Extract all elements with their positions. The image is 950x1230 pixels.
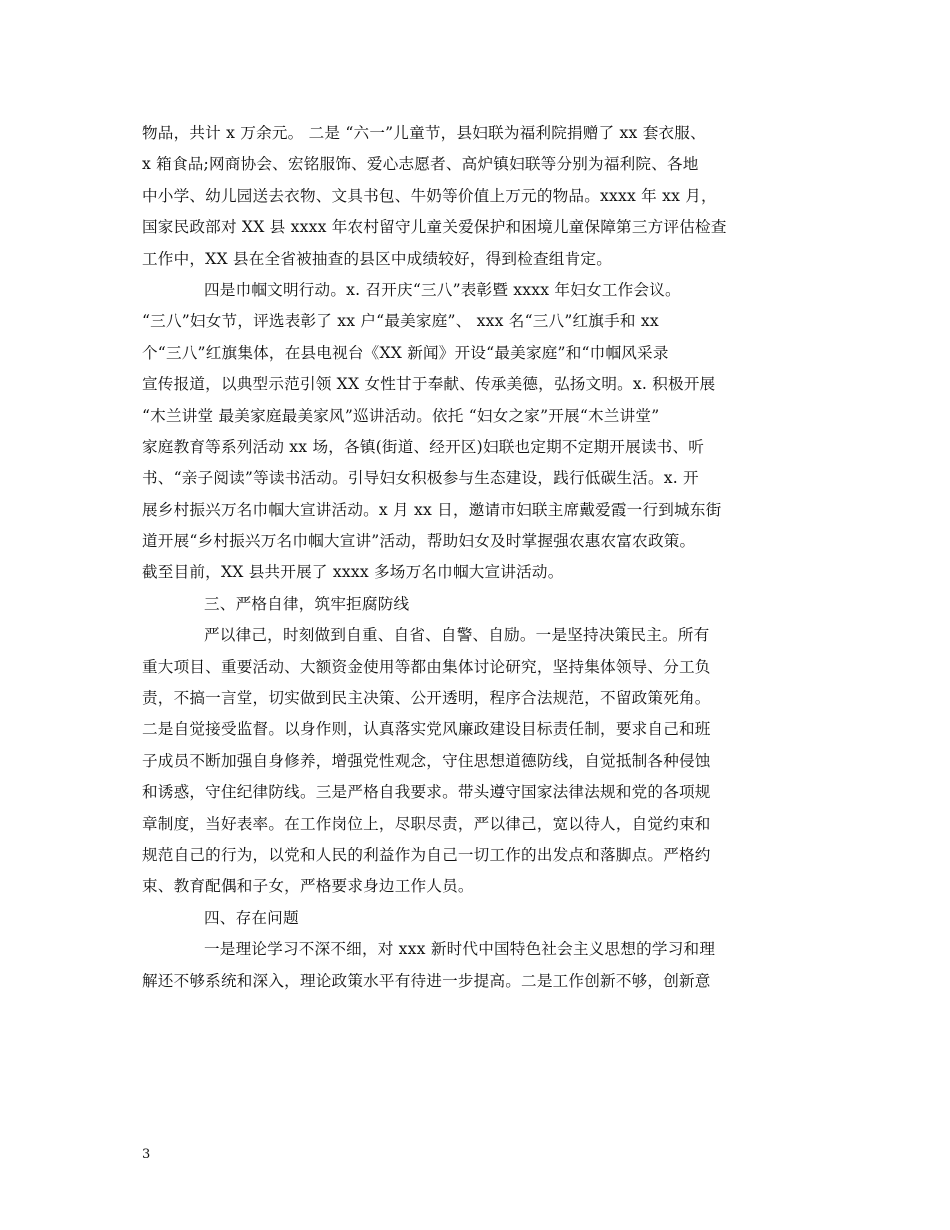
text-line: 严以律己，时刻做到自重、自省、自警、自励。一是坚持决策民主。所有 xyxy=(204,626,710,645)
text-line: 家庭教育等系列活动 xx 场，各镇(街道、经开区)妇联也定期不定期开展读书、听 xyxy=(142,437,705,456)
text-line: 道开展“乡村振兴万名巾帼大宣讲”活动，帮助妇女及时掌握强农惠农富农政策。 xyxy=(142,532,696,551)
text-line: 书、“亲子阅读”等读书活动。引导妇女积极参与生态建设，践行低碳生活。x. 开 xyxy=(142,469,699,488)
page-number: 3 xyxy=(142,1147,151,1162)
text-line: 责，不搞一言堂，切实做到民主决策、公开透明，程序合法规范，不留政策死角。 xyxy=(142,689,711,708)
text-line: 重大项目、重要活动、大额资金使用等都由集体讨论研究，坚持集体领导、分工负 xyxy=(142,657,711,676)
text-line: x 箱食品;网商协会、宏铭服饰、爱心志愿者、高炉镇妇联等分别为福利院、各地 xyxy=(142,155,699,174)
text-line: 中小学、幼儿园送去衣物、文具书包、牛奶等价值上万元的物品。xxxx 年 xx 月， xyxy=(142,186,717,205)
text-line: 截至目前，XX 县共开展了 xxxx 多场万名巾帼大宣讲活动。 xyxy=(142,563,564,582)
text-line: 子成员不断加强自身修养，增强党性观念，守住思想道德防线，自觉抵制各种侵蚀 xyxy=(142,751,711,770)
text-line: 章制度，当好表率。在工作岗位上，尽职尽责，严以律己，宽以待人，自觉约束和 xyxy=(142,814,711,833)
text-line: 束、教育配偶和子女，严格要求身边工作人员。 xyxy=(142,877,474,896)
text-line: 三、严格自律，筑牢拒腐防线 xyxy=(204,594,410,613)
text-line: “三八”妇女节，评选表彰了 xx 户“最美家庭”、 xxx 名“三八”红旗手和 xx xyxy=(142,312,659,331)
text-line: 规范自己的行为，以党和人民的利益作为自己一切工作的出发点和落脚点。严格约 xyxy=(142,845,711,864)
text-line: 一是理论学习不深不细，对 xxx 新时代中国特色社会主义思想的学习和理 xyxy=(204,940,716,959)
document-body xyxy=(142,118,822,997)
text-line: 展乡村振兴万名巾帼大宣讲活动。x 月 xx 日，邀请市妇联主席戴爱霞一行到城东街 xyxy=(142,500,722,519)
text-line: 二是自觉接受监督。以身作则，认真落实党风廉政建设目标责任制，要求自己和班 xyxy=(142,720,711,739)
text-line: 和诱惑，守住纪律防线。三是严格自我要求。带头遵守国家法律法规和党的各项规 xyxy=(142,783,711,802)
text-line: 四、存在问题 xyxy=(204,908,299,927)
text-line: 四是巾帼文明行动。x. 召开庆“三八”表彰暨 xxxx 年妇女工作会议。 xyxy=(204,280,681,299)
text-line: 国家民政部对 XX 县 xxxx 年农村留守儿童关爱保护和困境儿童保障第三方评估检查 xyxy=(142,218,727,237)
text-line: 解还不够系统和深入，理论政策水平有待进一步提高。二是工作创新不够，创新意 xyxy=(142,971,711,990)
text-line: 工作中，XX 县在全省被抽查的县区中成绩较好，得到检查组肯定。 xyxy=(142,249,612,268)
text-line: 个“三八”红旗集体，在县电视台《XX 新闻》开设“最美家庭”和“巾帼风采录 xyxy=(142,343,669,362)
text-line: “木兰讲堂 最美家庭最美家风”巡讲活动。依托 “妇女之家”开展“木兰讲堂” xyxy=(142,406,660,425)
text-line: 物品，共计 x 万余元。 二是 “六一”儿童节，县妇联为福利院捐赠了 xx 套衣服、 xyxy=(142,124,706,142)
text-line: 宣传报道，以典型示范引领 XX 女性甘于奉献、传承美德，弘扬文明。x. 积极开展 xyxy=(142,375,716,394)
